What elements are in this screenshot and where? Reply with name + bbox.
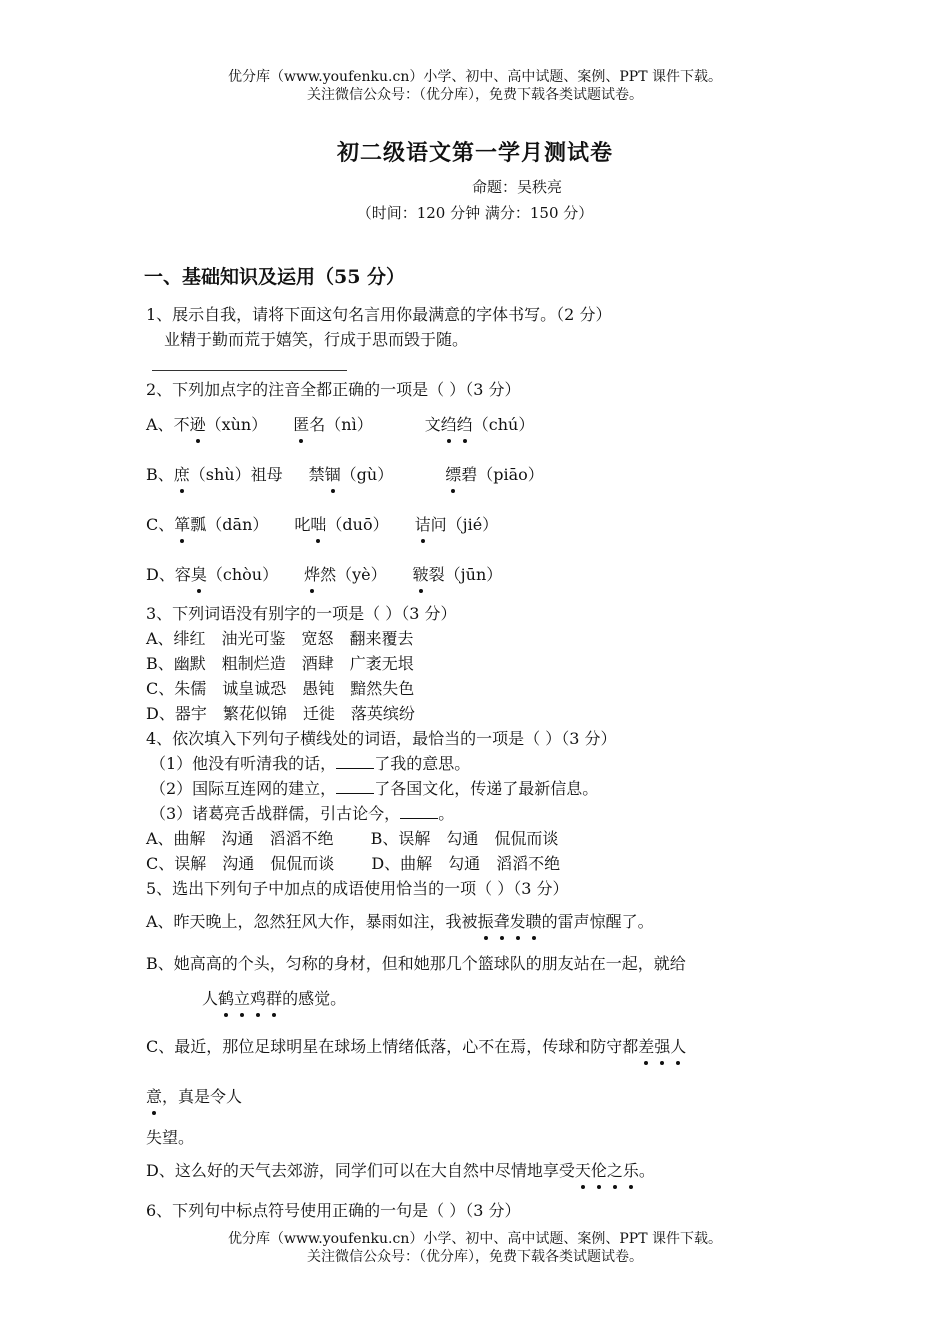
dotted-char: 咄 <box>310 512 326 535</box>
pinyin: （dān） <box>206 515 269 534</box>
word: 瓢 <box>190 515 207 534</box>
fill-blank <box>400 806 438 819</box>
dotted-char: 聩 <box>526 909 542 932</box>
q4-sentence-1 <box>150 751 470 774</box>
q5-option-c-line2 <box>146 1084 242 1107</box>
dotted-char: 群 <box>266 986 282 1009</box>
author-line: 命题：吴秩亮 <box>472 178 563 196</box>
pinyin: （chòu） <box>206 565 279 584</box>
q3-option-c: C、朱儒 诚皇诚恐 愚钝 黯然失色 <box>146 679 415 698</box>
q3-option-d: D、器宇 繁花似锦 迁徙 落英缤纷 <box>146 704 415 723</box>
q2-option-d <box>146 562 502 585</box>
dotted-char: 绉 <box>441 412 457 435</box>
dotted-char: 烨 <box>304 562 320 585</box>
dotted-char: 振 <box>478 909 494 932</box>
q4-stem: 4、依次填入下列句子横线处的词语，最恰当的一项是（ ）（3 分） <box>146 729 617 748</box>
top-banner <box>0 68 950 104</box>
q5-option-b-line2 <box>202 986 346 1009</box>
dotted-char: 乐 <box>623 1158 639 1181</box>
dotted-char: 天 <box>575 1158 591 1181</box>
q5-stem: 5、选出下列句子中加点的成语使用恰当的一项（ ）（3 分） <box>146 879 569 898</box>
word: 问 <box>430 515 447 534</box>
sentence-part: 。 <box>638 1161 655 1180</box>
pinyin: （jūn） <box>444 565 503 584</box>
word: 碧 <box>461 465 478 484</box>
page-title: 初二级语文第一学月测试卷 <box>336 140 613 166</box>
q5-option-c-line3: 失望。 <box>146 1128 195 1147</box>
q2-option-a <box>146 412 534 435</box>
dotted-idiom <box>638 1037 686 1056</box>
word: 叱 <box>294 515 311 534</box>
sentence-part: 人 <box>202 989 219 1008</box>
q3-option-a: A、绯红 油光可鉴 宽怒 翻来覆去 <box>146 629 414 648</box>
q1-stem: 1、展示自我，请将下面这句名言用你最满意的字体书写。（2 分） <box>146 305 612 324</box>
banner-line-1: 优分库（www.youfenku.cn）小学、初中、高中试题、案例、PPT 课件下载。 <box>227 69 722 85</box>
sentence-part: 了各国文化，传递了最新信息。 <box>374 779 599 798</box>
word: 文 <box>424 415 441 434</box>
dotted-idiom <box>478 912 542 931</box>
pinyin: （duō） <box>326 515 389 534</box>
dotted-char: 意 <box>146 1084 162 1107</box>
word: 然 <box>320 565 337 584</box>
pinyin: （nì） <box>325 415 373 434</box>
word: 禁 <box>308 465 325 484</box>
section-heading: 一、基础知识及运用（55 分） <box>144 266 406 288</box>
answer-blank-line <box>152 370 347 371</box>
word: 不 <box>173 415 190 434</box>
q6-stem: 6、下列句中标点符号使用正确的一句是（ ）（3 分） <box>146 1201 521 1220</box>
q4-options-cd: C、误解 沟通 侃侃而谈 D、曲解 勾通 滔滔不绝 <box>146 854 561 873</box>
q2-option-b <box>146 462 544 485</box>
option-label: A、 <box>146 415 174 434</box>
sentence-part: A、昨天晚上，忽然狂风大作，暴雨如注，我被 <box>146 912 478 931</box>
dotted-char: 之 <box>607 1158 623 1181</box>
q3-option-b: B、幽默 粗制烂造 酒肆 广袤无垠 <box>146 654 414 673</box>
sentence-part: 了我的意思。 <box>374 754 471 773</box>
dotted-char: 缥 <box>445 462 461 485</box>
option-label: D、 <box>146 565 175 584</box>
dotted-char: 箪 <box>174 512 190 535</box>
fill-blank <box>336 781 374 794</box>
dotted-char: 人 <box>670 1034 686 1057</box>
sentence-part: 的感觉。 <box>282 989 347 1008</box>
q5-option-b-line1: B、她高高的个头，匀称的身材，但和她那几个篮球队的朋友站在一起，就给 <box>146 954 686 973</box>
option-label: B、 <box>146 465 174 484</box>
banner-line-2: 关注微信公众号：（优分库），免费下载各类试题试卷。 <box>307 1249 643 1265</box>
dotted-char: 庶 <box>174 462 190 485</box>
dotted-char: 匿 <box>293 412 309 435</box>
exam-info: （时间：120 分钟 满分：150 分） <box>356 204 594 222</box>
sentence-part: 的雷声惊醒了。 <box>541 912 654 931</box>
sentence-part: ，真是令人 <box>162 1087 243 1106</box>
word: 容 <box>174 565 191 584</box>
dotted-char: 鸡 <box>250 986 266 1009</box>
word: 裂 <box>428 565 445 584</box>
q2-stem: 2、下列加点字的注音全都正确的一项是（ ）（3 分） <box>146 380 521 399</box>
pinyin: （chú） <box>472 415 535 434</box>
bottom-banner <box>0 1230 950 1266</box>
q4-sentence-3 <box>150 801 454 824</box>
pinyin: （piāo） <box>477 465 544 484</box>
pinyin: （yè） <box>336 565 387 584</box>
q3-stem: 3、下列词语没有别字的一项是（ ）（3 分） <box>146 604 457 623</box>
sentence-part: C、最近，那位足球明星在球场上情绪低落，心不在焉，传球和防守都 <box>146 1037 639 1056</box>
sentence-part: （2）国际互连网的建立， <box>150 779 337 798</box>
pinyin: （shù）祖母 <box>189 465 283 484</box>
q1-quote: 业精于勤而荒于嬉笑，行成于思而毁于随。 <box>164 330 469 349</box>
sentence-part: （1）他没有听清我的话， <box>150 754 337 773</box>
banner-line-1: 优分库（www.youfenku.cn）小学、初中、高中试题、案例、PPT 课件下载。 <box>227 1231 722 1247</box>
sentence-part: （3）诸葛亮舌战群儒，引古论今， <box>150 804 401 823</box>
fill-blank <box>336 756 374 769</box>
dotted-char: 锢 <box>325 462 341 485</box>
dotted-char: 伦 <box>591 1158 607 1181</box>
word: 名 <box>309 415 326 434</box>
pinyin: （gù） <box>340 465 394 484</box>
dotted-char: 聋 <box>494 909 510 932</box>
dotted-char: 强 <box>654 1034 670 1057</box>
sentence-part: D、这么好的天气去郊游，同学们可以在大自然中尽情地享受 <box>146 1161 575 1180</box>
dotted-char: 差 <box>638 1034 654 1057</box>
dotted-char: 鹤 <box>218 986 234 1009</box>
q2-option-c <box>146 512 498 535</box>
q4-sentence-2 <box>150 776 598 799</box>
q5-option-c-line1 <box>146 1034 686 1057</box>
dotted-char: 臭 <box>191 562 207 585</box>
option-label: C、 <box>146 515 175 534</box>
dotted-char: 诘 <box>415 512 431 535</box>
dotted-char: 发 <box>510 909 526 932</box>
dotted-idiom <box>218 989 282 1008</box>
q4-options-ab: A、曲解 沟通 滔滔不绝 B、误解 勾通 侃侃而谈 <box>146 829 559 848</box>
dotted-char: 绉 <box>457 412 473 435</box>
dotted-char: 皲 <box>413 562 429 585</box>
q5-option-a <box>146 909 654 932</box>
dotted-idiom <box>575 1161 639 1180</box>
banner-line-2: 关注微信公众号：（优分库），免费下载各类试题试卷。 <box>307 87 643 103</box>
dotted-char <box>441 415 473 434</box>
pinyin: （xùn） <box>205 415 268 434</box>
dotted-char: 逊 <box>190 412 206 435</box>
pinyin: （jié） <box>446 515 499 534</box>
sentence-part: 。 <box>438 804 455 823</box>
dotted-char: 立 <box>234 986 250 1009</box>
q5-option-d <box>146 1158 655 1181</box>
